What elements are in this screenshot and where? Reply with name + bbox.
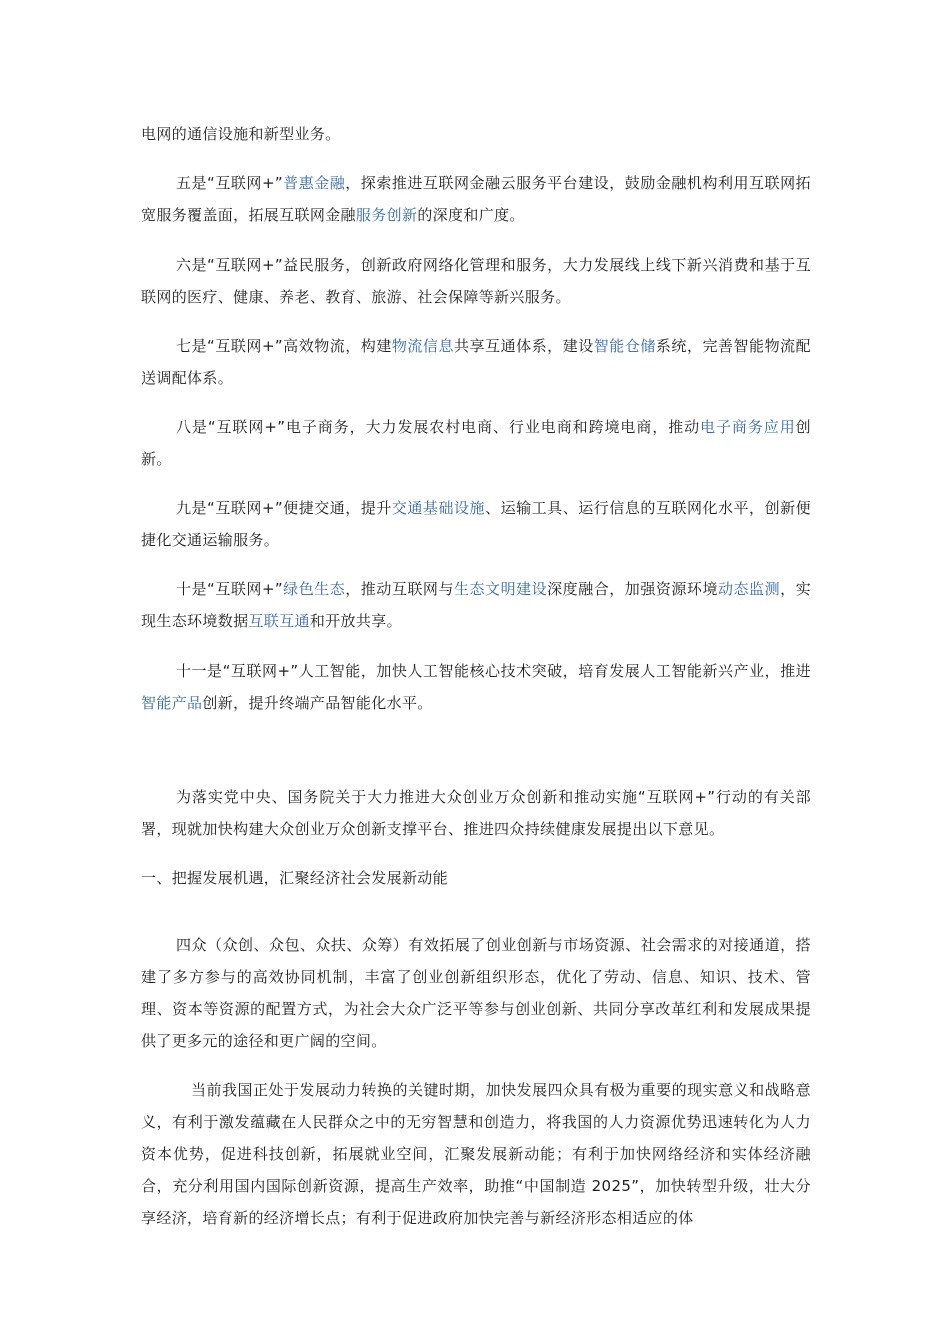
text-run: 为落实党中央、国务院关于大力推进大众创业万众创新和推动实施“互联网+”行动的有关部署，现就加快构建大众创业万众创新支撑平台、推进四众持续健康发展提出以下意见。 — [141, 788, 811, 838]
paragraph-continuation — [141, 118, 811, 150]
section-heading-1 — [141, 862, 811, 894]
text-run: 深度融合，加强资源环境 — [547, 580, 718, 598]
text-run: 当前我国正处于发展动力转换的关键时期，加快发展四众具有极为重要的现实意义和战略意义，有利于激发蕴藏在人民群众之中的无穷智慧和创造力，将我国的人力资源优势迅速转化为人力资本优势，促进科技创新，拓展就业空间，汇聚发展新动能；有利于加快网络经济和实体经济融合，充分利用国内国际创新资源，提高生产效率，助推“中国制造 2025”，加快转型升级，壮大分享经济，培育新的经济增长点；有利于促进政府加快完善与新经济形态相适应的体 — [141, 1081, 811, 1227]
text-run: 共享互通体系，建设 — [454, 337, 594, 355]
hyperlink[interactable]: 物流信息 — [391, 337, 454, 355]
text-run: 创新。 — [141, 418, 812, 468]
paragraph-intro — [141, 781, 811, 845]
hyperlink[interactable]: 动态监测 — [717, 580, 781, 598]
text-run: 系统，完善智能物流配送调配体系。 — [141, 337, 811, 387]
paragraph-item-9 — [141, 492, 811, 556]
paragraph-item-11 — [141, 655, 811, 719]
text-run: 和开放共享。 — [309, 612, 402, 630]
text-run: 八是“互联网+”电子商务，大力发展农村电商、行业电商和跨境电商，推动 — [176, 418, 701, 436]
hyperlink[interactable]: 智能产品 — [141, 694, 203, 712]
hyperlink[interactable]: 普惠金融 — [282, 174, 346, 192]
text-run: 九是“互联网+”便捷交通，提升 — [176, 499, 392, 517]
text-run: 电网的通信设施和新型业务。 — [141, 125, 341, 143]
text-run: ，实现生态环境数据 — [141, 580, 811, 630]
hyperlink[interactable]: 电子商务应用 — [700, 418, 796, 436]
hyperlink[interactable]: 生态文明建设 — [453, 580, 548, 598]
text-run: 一、把握发展机遇，汇聚经济社会发展新动能 — [141, 869, 449, 887]
paragraph-item-7 — [141, 330, 811, 394]
paragraph-item-8 — [141, 411, 811, 475]
paragraph-item-10 — [141, 573, 811, 637]
text-run: 、运输工具、运行信息的互联网化水平，创新便捷化交通运输服务。 — [141, 499, 811, 549]
paragraph-sizhong — [141, 929, 811, 1057]
text-run: 的深度和广度。 — [417, 206, 525, 224]
text-run: 七是“互联网+”高效物流，构建 — [176, 337, 392, 355]
text-run: 十是“互联网+” — [176, 580, 283, 598]
paragraph-item-5 — [141, 167, 811, 231]
hyperlink[interactable]: 智能仓储 — [593, 337, 656, 355]
text-run: 四众（众创、众包、众扶、众筹）有效拓展了创业创新与市场资源、社会需求的对接通道，搭建了多方参与的高效协同机制，丰富了创业创新组织形态，优化了劳动、信息、知识、技术、管理、资本等资源的配置方式，为社会大众广泛平等参与创业创新、共同分享改革红利和发展成果提供了更多元的途径和更广阔的空间。 — [141, 936, 811, 1050]
hyperlink[interactable]: 互联互通 — [248, 612, 310, 630]
text-run: ，推动互联网与 — [345, 580, 454, 598]
hyperlink[interactable]: 绿色生态 — [282, 580, 346, 598]
text-run: 六是“互联网+”益民服务，创新政府网络化管理和服务，大力发展线上线下新兴消费和基于互联网的医疗、健康、养老、教育、旅游、社会保障等新兴服务。 — [141, 256, 811, 306]
paragraph-current-period — [141, 1074, 811, 1234]
hyperlink[interactable]: 交通基础设施 — [391, 499, 486, 517]
text-run: 五是“互联网+” — [176, 174, 283, 192]
hyperlink[interactable]: 服务创新 — [355, 206, 418, 224]
text-run: 创新，提升终端产品智能化水平。 — [202, 694, 433, 712]
text-run: 十一是“互联网+”人工智能，加快人工智能核心技术突破，培育发展人工智能新兴产业，推进 — [176, 662, 811, 680]
text-run: ，探索推进互联网金融云服务平台建设，鼓励金融机构利用互联网拓宽服务覆盖面，拓展互联网金融 — [141, 174, 811, 224]
paragraph-item-6 — [141, 249, 811, 313]
